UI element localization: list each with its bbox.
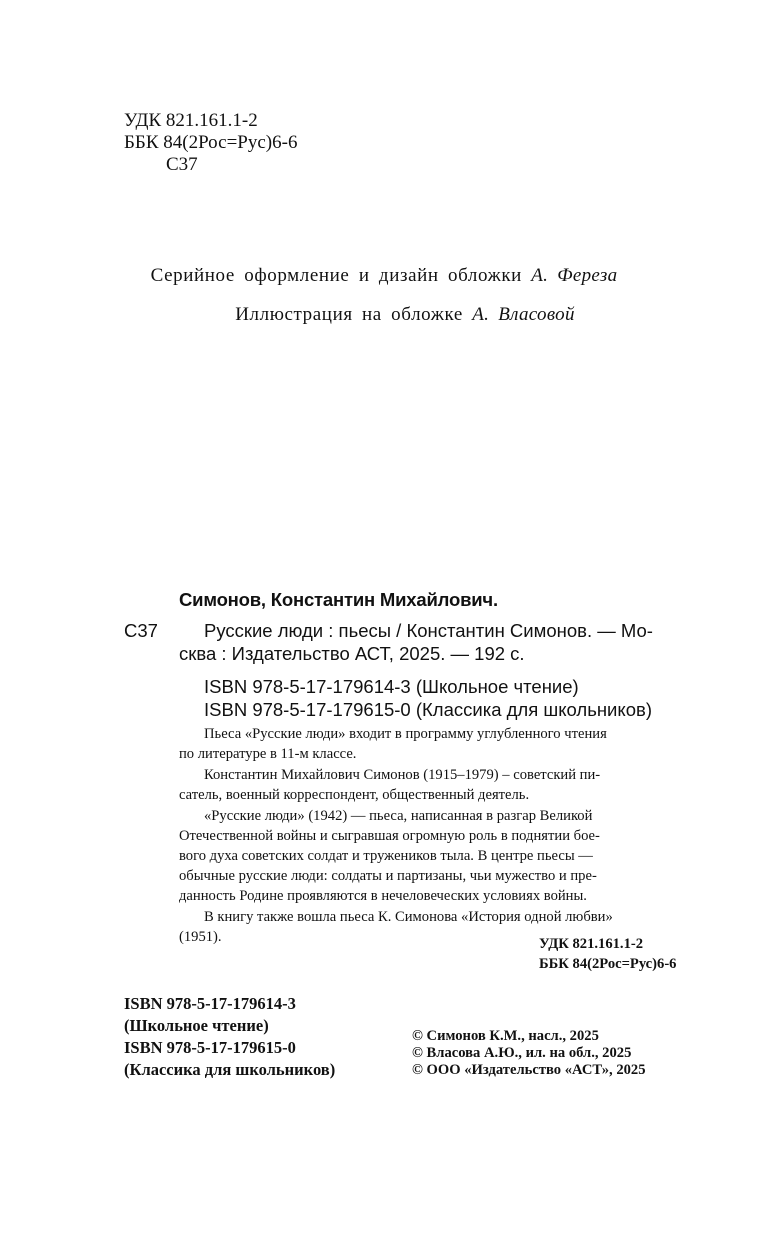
catalog-code: С37: [124, 620, 158, 641]
bbk-code: ББК 84(2Рос=Рус)6-6: [124, 132, 298, 153]
annotation-p3-line2: Отечественной войны и сыгравшая огромную роль в поднятии бое-: [179, 828, 600, 844]
illustration-label: Иллюстрация на обложке: [235, 304, 463, 325]
annotation-p2-line1: Константин Михайлович Симонов (1915–1979) – советский пи-: [204, 767, 601, 783]
annotation-p1-line2: по литературе в 11-м классе.: [179, 746, 357, 762]
copyright-line3: © ООО «Издательство «АСТ», 2025: [412, 1062, 646, 1078]
catalog-title-line1: Русские люди : пьесы / Константин Симонов. — Мо-: [204, 620, 653, 641]
cover-design-name: А. Фереза: [531, 265, 618, 286]
copyright-line2: © Власова А.Ю., ил. на обл., 2025: [412, 1045, 632, 1061]
annotation-p3-line4: обычные русские люди: солдаты и партизаны, чьи мужество и пре-: [179, 868, 597, 884]
illustration-credit: [0, 304, 768, 326]
catalog-isbn2: ISBN 978-5-17-179615-0 (Классика для школьников): [204, 699, 652, 720]
annotation-p2-line2: сатель, военный корреспондент, общественный деятель.: [179, 787, 530, 803]
annotation-p4-line2: (1951).: [179, 929, 222, 945]
illustration-name: А. Власовой: [472, 304, 575, 325]
cover-design-label: Серийное оформление и дизайн обложки: [150, 265, 522, 286]
catalog-isbn1: ISBN 978-5-17-179614-3 (Школьное чтение): [204, 676, 579, 697]
annotation-p3-line1: «Русские люди» (1942) — пьеса, написанная в разгар Великой: [204, 808, 593, 824]
isbn-2-series: (Классика для школьников): [124, 1060, 336, 1079]
author-mark: С37: [166, 154, 198, 175]
bbk-code-bottom: ББК 84(2Рос=Рус)6-6: [539, 956, 677, 972]
isbn-1: ISBN 978-5-17-179614-3: [124, 994, 296, 1013]
catalog-author: Симонов, Константин Михайлович.: [179, 589, 498, 610]
annotation-p1-line1: Пьеса «Русские люди» входит в программу углубленного чтения: [204, 726, 607, 742]
annotation-p4-line1: В книгу также вошла пьеса К. Симонова «История одной любви»: [204, 909, 613, 925]
isbn-1-series: (Школьное чтение): [124, 1016, 269, 1035]
annotation-p3-line5: данность Родине проявляются в нечеловеческих условиях войны.: [179, 888, 587, 904]
catalog-title-line2: сква : Издательство АСТ, 2025. — 192 с.: [179, 643, 525, 664]
isbn-2: ISBN 978-5-17-179615-0: [124, 1038, 296, 1057]
annotation-p3-line3: вого духа советских солдат и тружеников тыла. В центре пьесы —: [179, 848, 593, 864]
cover-design-credit: [0, 265, 768, 287]
udk-code-bottom: УДК 821.161.1-2: [539, 936, 644, 952]
copyright-line1: © Симонов К.М., насл., 2025: [412, 1028, 599, 1044]
udk-code: УДК 821.161.1-2: [124, 110, 258, 131]
